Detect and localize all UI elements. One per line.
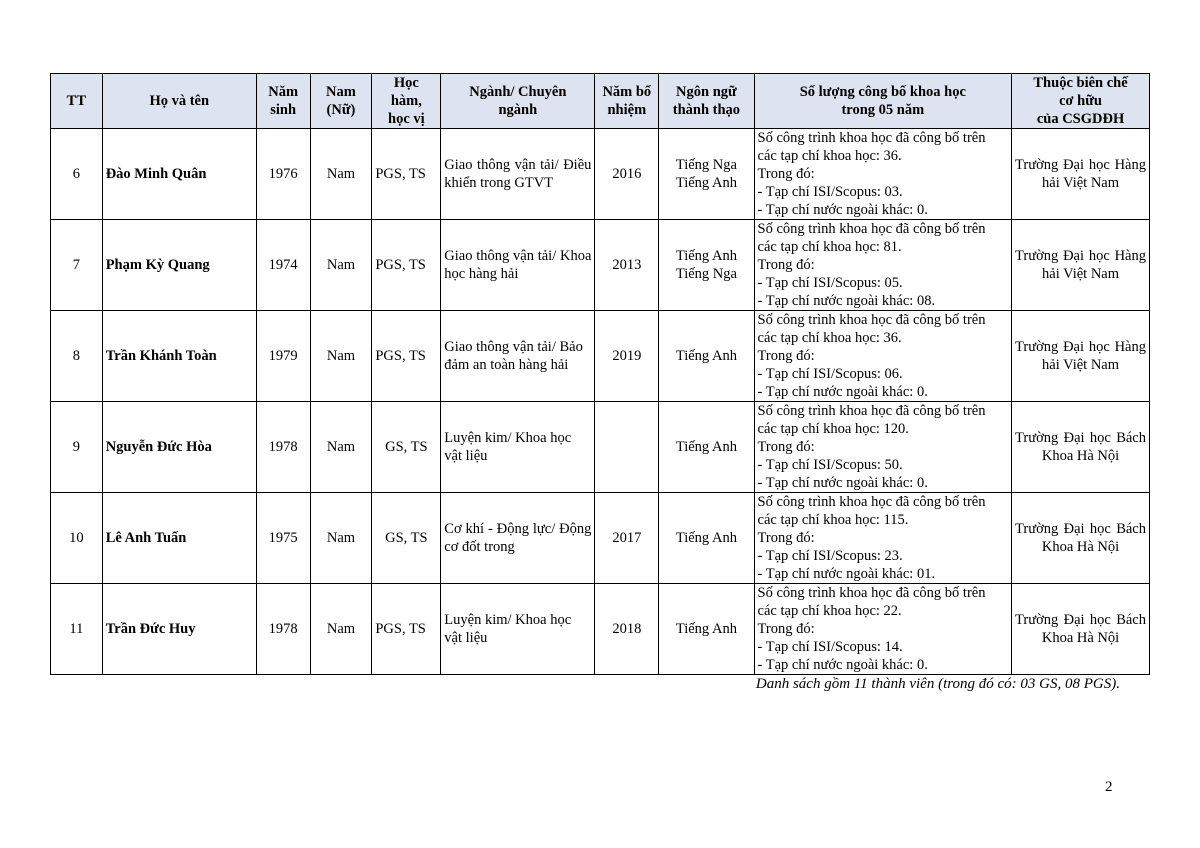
cell-publications: Số công trình khoa học đã công bố trên các tạp chí khoa học: 36. Trong đó: - Tạp chí ISI/Scopus: 06. - Tạp chí nước ngoài khác: 0. [754, 311, 1012, 402]
cell-birth-year: 1975 [256, 493, 310, 584]
cell-tt: 8 [51, 311, 103, 402]
cell-publications: Số công trình khoa học đã công bố trên các tạp chí khoa học: 81. Trong đó: - Tạp chí ISI/Scopus: 05. - Tạp chí nước ngoài khác: 08. [754, 220, 1012, 311]
cell-name: Đào Minh Quân [102, 129, 256, 220]
cell-language: Tiếng Anh [659, 311, 754, 402]
table-row [51, 129, 1150, 220]
cell-major: Giao thông vận tải/ Bảo đảm an toàn hàng hải [441, 311, 595, 402]
cell-title: PGS, TS [372, 129, 441, 220]
header-tt: TT [51, 74, 103, 129]
cell-gender: Nam [310, 402, 372, 493]
cell-name: Trần Đức Huy [102, 584, 256, 675]
cell-gender: Nam [310, 311, 372, 402]
cell-tt: 9 [51, 402, 103, 493]
cell-institution: Trường Đại học Hàng hải Việt Nam [1012, 129, 1150, 220]
staff-table [50, 73, 1150, 675]
cell-gender: Nam [310, 493, 372, 584]
header-gender: Nam (Nữ) [310, 74, 372, 129]
cell-language: Tiếng Anh [659, 493, 754, 584]
cell-institution: Trường Đại học Bách Khoa Hà Nội [1012, 584, 1150, 675]
cell-institution: Trường Đại học Hàng hải Việt Nam [1012, 311, 1150, 402]
cell-title: GS, TS [372, 402, 441, 493]
cell-gender: Nam [310, 220, 372, 311]
cell-publications: Số công trình khoa học đã công bố trên các tạp chí khoa học: 115. Trong đó: - Tạp chí ISI/Scopus: 23. - Tạp chí nước ngoài khác: 01. [754, 493, 1012, 584]
header-publications: Số lượng công bố khoa học trong 05 năm [754, 74, 1012, 129]
cell-name: Trần Khánh Toàn [102, 311, 256, 402]
table-row [51, 311, 1150, 402]
table-row [51, 584, 1150, 675]
page-number: 2 [1105, 779, 1113, 795]
header-birth-year: Năm sinh [256, 74, 310, 129]
cell-birth-year: 1979 [256, 311, 310, 402]
cell-major: Luyện kim/ Khoa học vật liệu [441, 584, 595, 675]
header-language: Ngôn ngữ thành thạo [659, 74, 754, 129]
cell-major: Cơ khí - Động lực/ Động cơ đốt trong [441, 493, 595, 584]
cell-major: Giao thông vận tải/ Điều khiển trong GTVT [441, 129, 595, 220]
cell-birth-year: 1976 [256, 129, 310, 220]
header-institution: Thuộc biên chế cơ hữu của CSGDĐH [1012, 74, 1150, 129]
header-name: Họ và tên [102, 74, 256, 129]
cell-birth-year: 1974 [256, 220, 310, 311]
cell-tt: 7 [51, 220, 103, 311]
cell-birth-year: 1978 [256, 584, 310, 675]
cell-language: Tiếng Anh [659, 402, 754, 493]
cell-name: Phạm Kỳ Quang [102, 220, 256, 311]
cell-title: PGS, TS [372, 220, 441, 311]
cell-name: Nguyễn Đức Hòa [102, 402, 256, 493]
cell-appointed [595, 402, 659, 493]
cell-institution: Trường Đại học Hàng hải Việt Nam [1012, 220, 1150, 311]
cell-appointed: 2016 [595, 129, 659, 220]
header-title: Học hàm, học vị [372, 74, 441, 129]
cell-title: GS, TS [372, 493, 441, 584]
cell-gender: Nam [310, 129, 372, 220]
cell-language: Tiếng Anh [659, 584, 754, 675]
cell-institution: Trường Đại học Bách Khoa Hà Nội [1012, 493, 1150, 584]
cell-publications: Số công trình khoa học đã công bố trên các tạp chí khoa học: 36. Trong đó: - Tạp chí ISI/Scopus: 03. - Tạp chí nước ngoài khác: 0. [754, 129, 1012, 220]
cell-language: Tiếng Anh Tiếng Nga [659, 220, 754, 311]
cell-gender: Nam [310, 584, 372, 675]
cell-institution: Trường Đại học Bách Khoa Hà Nội [1012, 402, 1150, 493]
header-appointed: Năm bổ nhiệm [595, 74, 659, 129]
cell-appointed: 2019 [595, 311, 659, 402]
cell-publications: Số công trình khoa học đã công bố trên các tạp chí khoa học: 22. Trong đó: - Tạp chí ISI/Scopus: 14. - Tạp chí nước ngoài khác: 0. [754, 584, 1012, 675]
table-row [51, 493, 1150, 584]
table-row [51, 402, 1150, 493]
table-row [51, 220, 1150, 311]
header-row [51, 74, 1150, 129]
cell-appointed: 2013 [595, 220, 659, 311]
cell-language: Tiếng Nga Tiếng Anh [659, 129, 754, 220]
header-major: Ngành/ Chuyên ngành [441, 74, 595, 129]
cell-major: Luyện kim/ Khoa học vật liệu [441, 402, 595, 493]
cell-tt: 11 [51, 584, 103, 675]
cell-title: PGS, TS [372, 584, 441, 675]
cell-appointed: 2017 [595, 493, 659, 584]
cell-publications: Số công trình khoa học đã công bố trên các tạp chí khoa học: 120. Trong đó: - Tạp chí ISI/Scopus: 50. - Tạp chí nước ngoài khác: 0. [754, 402, 1012, 493]
cell-name: Lê Anh Tuấn [102, 493, 256, 584]
cell-tt: 10 [51, 493, 103, 584]
cell-tt: 6 [51, 129, 103, 220]
cell-birth-year: 1978 [256, 402, 310, 493]
footer-note: Danh sách gồm 11 thành viên (trong đó có: 03 GS, 08 PGS). [755, 676, 1120, 692]
cell-appointed: 2018 [595, 584, 659, 675]
cell-major: Giao thông vận tải/ Khoa học hàng hải [441, 220, 595, 311]
cell-title: PGS, TS [372, 311, 441, 402]
